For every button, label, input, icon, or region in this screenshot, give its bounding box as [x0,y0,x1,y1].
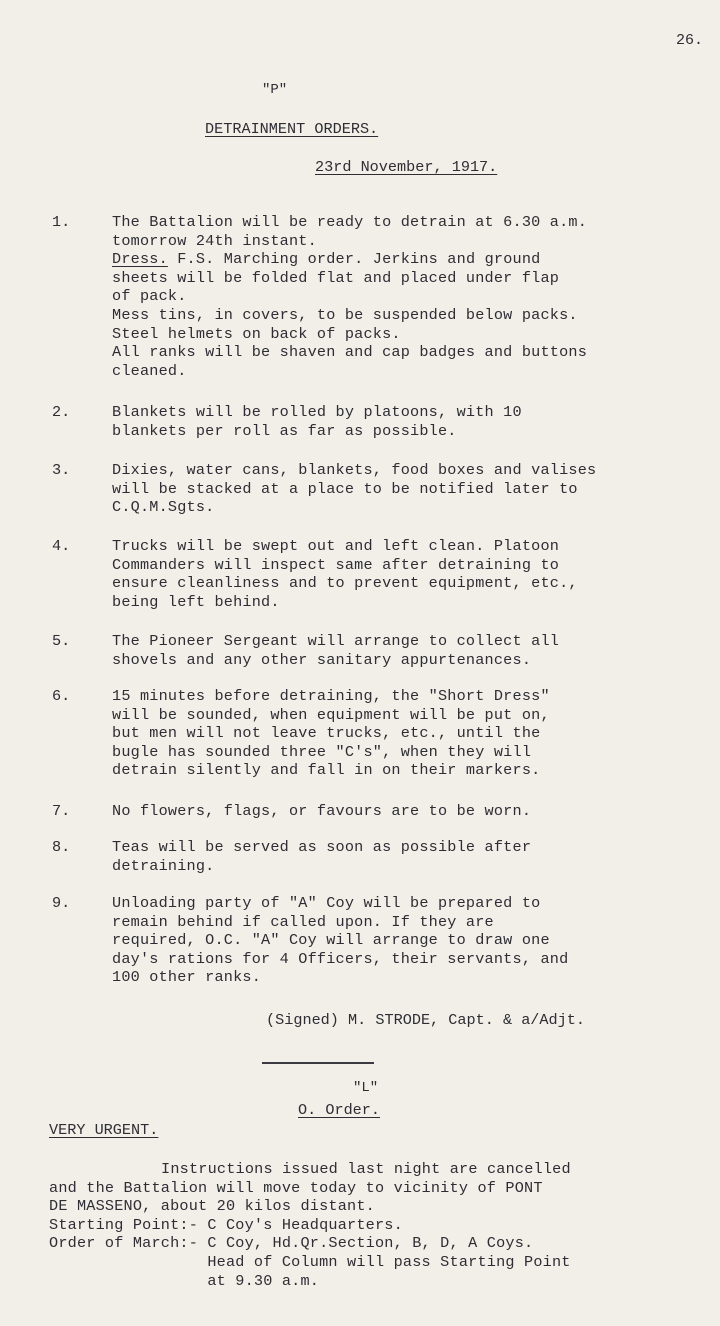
item-line: All ranks will be shaven and cap badges and buttons [112,343,588,362]
dress-heading: Dress. [112,250,168,269]
item-line: day's rations for 4 Officers, their servants, and [112,949,569,968]
item-line: will be stacked at a place to be notified later to [112,479,578,498]
urgency-label: VERY URGENT. [49,1121,159,1139]
page-number: 26. [676,32,704,49]
document-date: 23rd November, 1917. [315,158,498,176]
second-order-body [49,1160,571,1290]
list-item [112,461,596,517]
item-line: Unloading party of "A" Coy will be prepared to [112,894,541,912]
item-line: Teas will be served as soon as possible after [112,838,532,856]
item-number: 3. [52,461,71,479]
list-item [112,687,550,780]
item-line: No flowers, flags, or favours are to be worn. [112,802,532,820]
item-line: Blankets will be rolled by platoons, with 10 [112,403,522,421]
item-line: detrain silently and fall in on their markers. [112,761,541,780]
list-item [112,632,559,669]
item-line: bugle has sounded three "C's", when they will [112,742,532,761]
item-line: of pack. [112,287,187,306]
series-label: "P" [262,82,288,98]
item-line: blankets per roll as far as possible. [112,421,457,440]
item-number: 8. [52,838,71,856]
item-line: C.Q.M.Sgts. [112,498,215,517]
order-line: at 9.30 a.m. [49,1271,320,1290]
item-line [112,250,587,269]
dress-rest: F.S. Marching order. Jerkins and ground [167,250,541,269]
item-line: required, O.C. "A" Coy will arrange to draw one [112,931,550,950]
list-item [112,403,522,440]
list-item [112,802,531,821]
order-line: Instructions issued last night are cancelled [161,1160,571,1178]
second-series-label: "L" [353,1080,379,1096]
item-number: 4. [52,537,71,555]
order-line: Starting Point:- C Coy's Headquarters. [49,1215,403,1234]
item-line: Dixies, water cans, blankets, food boxes and valises [112,461,597,479]
item-number: 1. [52,213,71,231]
item-line: The Battalion will be ready to detrain at 6.30 a.m. [112,213,588,231]
item-number: 6. [52,687,71,705]
item-line: detraining. [112,856,215,875]
section-divider [262,1062,374,1064]
item-line: cleaned. [112,361,187,380]
item-line: Commanders will inspect same after detraining to [112,555,560,574]
list-item [112,213,587,380]
order-line: Head of Column will pass Starting Point [49,1252,571,1271]
item-line: will be sounded, when equipment will be put on, [112,705,550,724]
item-line: Steel helmets on back of packs. [112,324,401,343]
item-line: sheets will be folded flat and placed under flap [112,268,560,287]
item-line: being left behind. [112,592,280,611]
order-line: and the Battalion will move today to vicinity of PONT [49,1178,543,1197]
signature-line: (Signed) M. STRODE, Capt. & a/Adjt. [266,1011,585,1029]
item-number: 7. [52,802,71,820]
item-line: remain behind if called upon. If they are [112,912,494,931]
item-line: 15 minutes before detraining, the "Short Dress" [112,687,550,705]
item-line: tomorrow 24th instant. [112,231,317,250]
document-title: DETRAINMENT ORDERS. [205,120,379,138]
order-line: DE MASSENO, about 20 kilos distant. [49,1197,375,1216]
second-order-title: O. Order. [298,1101,381,1119]
order-line: Order of March:- C Coy, Hd.Qr.Section, B, D, A Coys. [49,1234,534,1253]
item-line: 100 other ranks. [112,968,262,987]
item-number: 9. [52,894,71,912]
list-item [112,537,578,611]
item-line: but men will not leave trucks, etc., until the [112,724,541,743]
item-line: Mess tins, in covers, to be suspended below packs. [112,305,578,324]
item-number: 5. [52,632,71,650]
list-item [112,894,568,987]
item-line: Trucks will be swept out and left clean. Platoon [112,537,560,555]
item-line: ensure cleanliness and to prevent equipment, etc., [112,574,578,593]
item-line: The Pioneer Sergeant will arrange to collect all [112,632,560,650]
item-line: shovels and any other sanitary appurtenances. [112,650,532,669]
item-number: 2. [52,403,71,421]
list-item [112,838,531,875]
